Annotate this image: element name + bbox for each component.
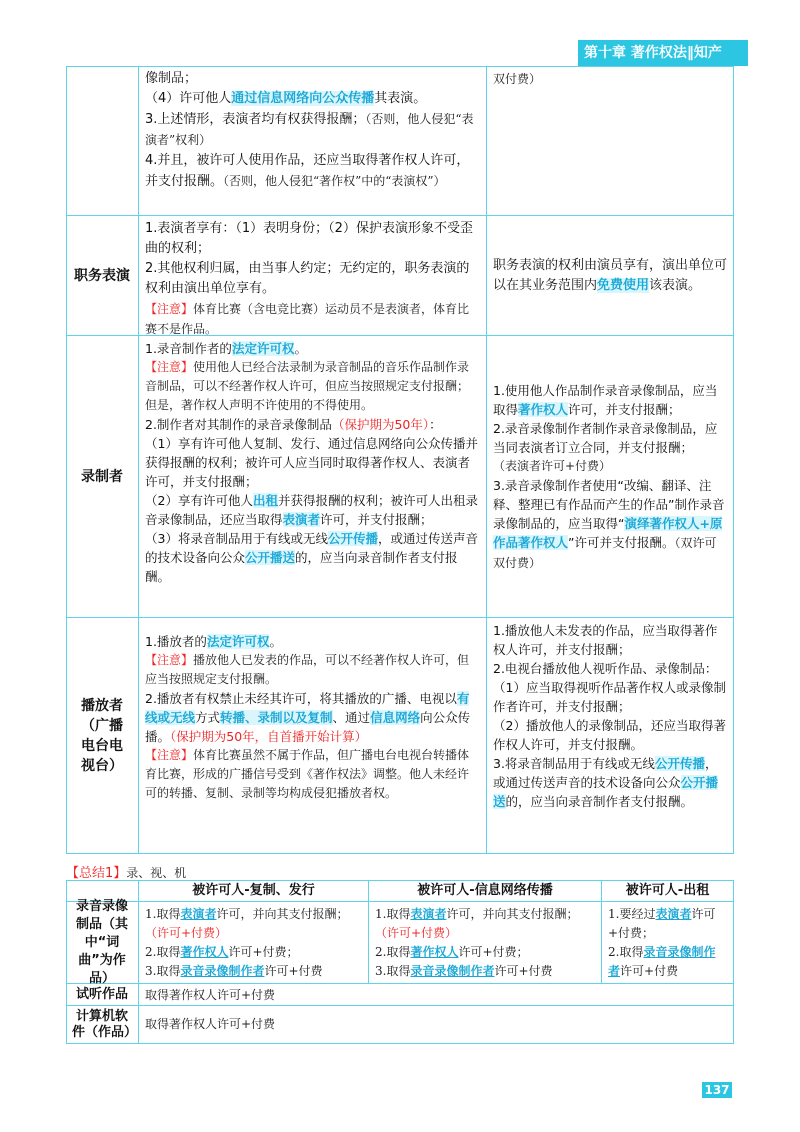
text-line: 2.取得录音录像制作者许可+付费	[608, 945, 716, 978]
text-line: 2.录音录像制作者制作录音录像制品，应当同表演者订立合同，并支付报酬；	[493, 420, 718, 455]
bofang-mid-cell	[139, 618, 487, 854]
top-right-cell	[487, 66, 734, 216]
text-line: （1）应当取得视听作品著作权人或录像制作者许可，并支付报酬；	[493, 680, 726, 714]
note-line: 【注意】体育比赛虽然不属于作品，但广播电台电视台转播体育比赛，形成的广播信号受到《著作权法》调整。他人未经许可的转播、复制、录制等均构成侵犯播放者权。	[145, 748, 470, 800]
page-number: 137	[702, 1082, 732, 1098]
summary-cell: 取得著作权人许可+付费	[139, 1006, 734, 1044]
text-line: 1.使用他人作品制作录音录像制品，应当取得著作权人许可，并支付报酬；	[493, 382, 718, 417]
text-line: 3.上述情形，表演者均有权获得报酬；（否则，他人侵犯“表演者”权利）	[145, 112, 474, 147]
text-line: 2.取得著作权人许可+付费；	[375, 945, 529, 959]
summary-cell	[139, 902, 369, 984]
text-line: 4.并且，被许可人使用作品，还应当取得著作权人许可，并支付报酬。（否则，他人侵犯“著作权”中的“表演权”）	[145, 153, 470, 189]
summary-row-label: 计算机软件（作品）	[66, 1006, 139, 1044]
text-line: （2）播放他人的录像制品，还应当取得著作权人许可，并支付报酬。	[493, 718, 726, 752]
chapter-header: 第十章 著作权法‖知产	[578, 40, 748, 66]
text-line: 1.播放他人未发表的作品，应当取得著作权人许可，并支付报酬；	[493, 623, 718, 657]
text-line: 职务表演的权利由演员享有，演出单位可以在其业务范围内免费使用该表演。	[493, 257, 728, 293]
luzhi-mid-cell	[139, 336, 487, 618]
bofang-right-cell	[487, 618, 734, 854]
text-line: 1.播放者的法定许可权。	[145, 634, 282, 649]
summary-heading: 【总结1】录、视、机	[66, 866, 187, 881]
summary-cell	[602, 902, 734, 984]
note-line: 【注意】播放他人已发表的作品，可以不经著作权人许可，但应当按照规定支付报酬。	[145, 653, 470, 686]
summary-col-header: 被许可人-复制、发行	[139, 880, 369, 902]
text-line: 1.要经过表演者许可+付费；	[608, 907, 716, 940]
text-line: 2.制作者对其制作的录音录像制品（保护期为50年）：	[145, 417, 442, 432]
text-line: 像制品；	[145, 71, 198, 86]
text-line: 3.录音录像制作者使用“改编、翻译、注释、整理已有作品而产生的作品”制作录音录像制品的，应当取得“演绎著作权人+原作品著作权人”许可并支付报酬。（双许可双付费）	[493, 477, 725, 570]
text-line: 2.播放者有权禁止未经其许可，将其播放的广播、电视以有线或无线方式转播、录制以及复制、通过信息网络向公众传播。（保护期为50年，自首播开始计算）	[145, 691, 471, 744]
text-line: 1.录音制作者的法定许可权。	[145, 341, 307, 356]
summary-row-label: 录音录像制品（其中“词曲”为作品）	[66, 902, 139, 984]
text-line: 3.取得录音录像制作者许可+付费	[375, 964, 553, 978]
top-mid-cell	[139, 66, 487, 216]
text-line: （表演者许可+付费）	[493, 458, 612, 473]
text-line: 1.取得表演者许可，并向其支付报酬；（许可+付费）	[145, 907, 349, 940]
text-line: 2.其他权利归属，由当事人约定；无约定的，职务表演的权利由演出单位享有。	[145, 261, 470, 296]
zhiwu-mid-cell	[139, 216, 487, 336]
luzhi-right-cell	[487, 336, 734, 618]
text-line: （3）将录音制品用于有线或无线公开传播，或通过传送声音的技术设备向公众公开播送的，应当向录音制作者支付报酬。	[145, 531, 478, 584]
text-line: 1.表演者享有：（1）表明身份；（2）保护表演形象不受歪曲的权利；	[145, 221, 473, 256]
top-label-cell	[66, 66, 139, 216]
note-line: 【注意】使用他人已经合法录制为录音制品的音乐作品制作录音制品，可以不经著作权人许可，但应当按照规定支付报酬；但是，著作权人声明不许使用的不得使用。	[145, 360, 470, 412]
note-line: 【注意】体育比赛（含电竞比赛）运动员不是表演者，体育比赛不是作品。	[145, 302, 470, 336]
text-line: 2.电视台播放他人视听作品、录像制品：	[493, 661, 718, 676]
row-label-luzhi: 录制者	[66, 336, 139, 618]
text-line: 3.取得录音录像制作者许可+付费	[145, 964, 323, 978]
text-line: （2）享有许可他人出租并获得报酬的权利；被许可人出租录音录像制品，还应当取得表演者许可，并支付报酬；	[145, 493, 478, 527]
text-line: （1）享有许可他人复制、发行、通过信息网络向公众传播并获得报酬的权利；被许可人应当同时取得著作权人、表演者许可，并支付报酬；	[145, 436, 478, 489]
text-line: 3.将录音制品用于有线或无线公开传播，或通过传送声音的技术设备向公众公开播送的，应当向录音制作者支付报酬。	[493, 756, 719, 809]
text-line: 2.取得著作权人许可+付费；	[145, 945, 299, 959]
row-label-zhiwu: 职务表演	[66, 216, 139, 336]
summary-cell: 取得著作权人许可+付费	[139, 984, 734, 1006]
row-label-bofang: 播放者（广播电台电视台）	[66, 618, 139, 854]
text-line: 双付费）	[493, 72, 542, 86]
text-line: 1.取得表演者许可，并向其支付报酬；（许可+付费）	[375, 907, 579, 940]
summary-row-label: 试听作品	[66, 984, 139, 1006]
text-line: （4）许可他人通过信息网络向公众传播其表演。	[145, 91, 427, 106]
summary-cell	[369, 902, 602, 984]
zhiwu-right-cell	[487, 216, 734, 336]
summary-col-header: 被许可人-出租	[602, 880, 734, 902]
summary-col-header: 被许可人-信息网络传播	[369, 880, 602, 902]
